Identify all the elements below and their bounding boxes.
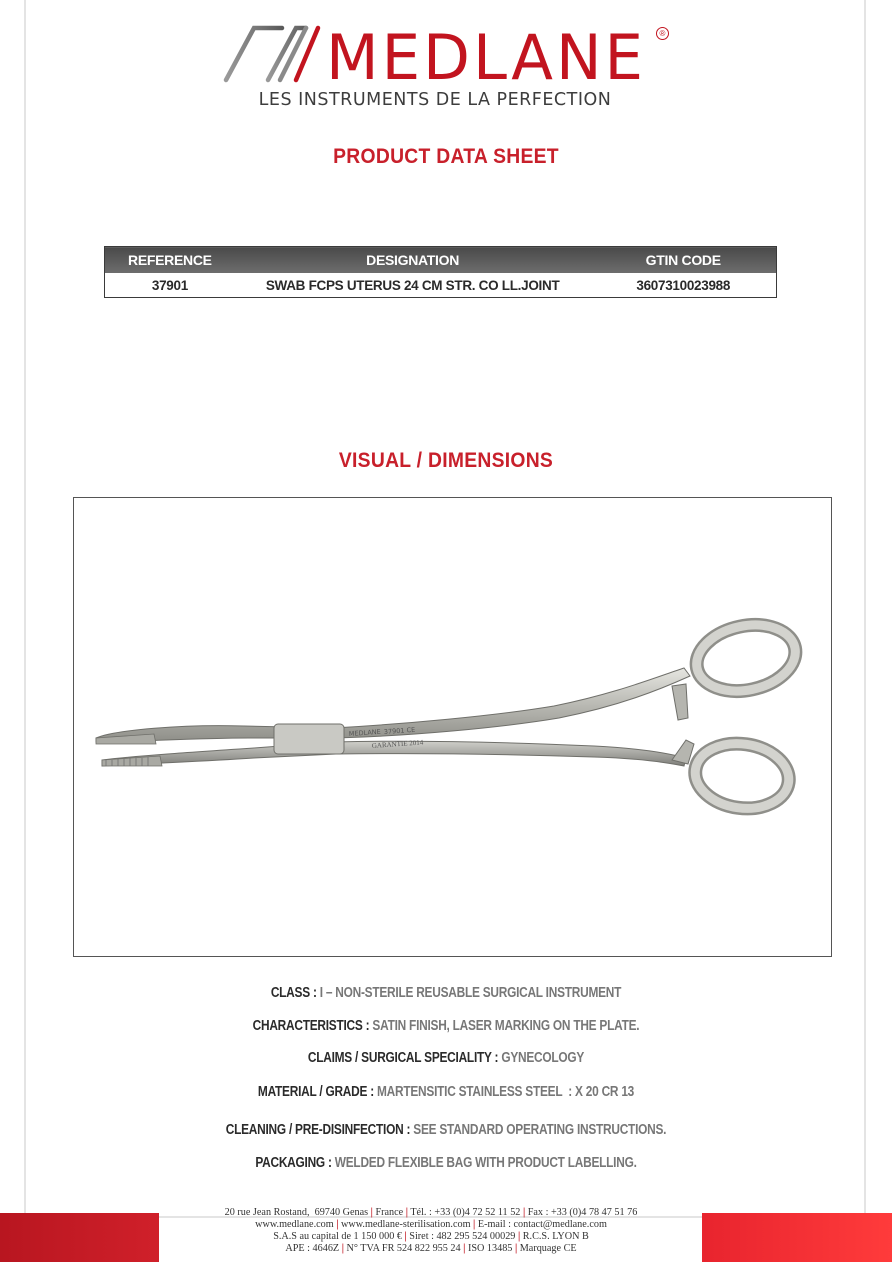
spec-class: CLASS : I – NON-STERILE REUSABLE SURGICAL INSTRUMENT	[270, 985, 622, 1001]
footer-contact	[180, 1207, 682, 1255]
forceps-image	[74, 498, 830, 955]
visual-title: VISUAL / DIMENSIONS	[338, 449, 554, 472]
header-designation: DESIGNATION	[235, 247, 591, 274]
header-reference: REFERENCE	[105, 247, 235, 274]
brand-tagline: LES INSTRUMENTS DE LA PERFECTION	[258, 90, 612, 110]
table-header-row	[105, 247, 777, 274]
email-link[interactable]: E-mail : contact@medlane.com	[477, 1219, 607, 1230]
footer-line-1: 20 rue Jean Rostand, 69740 Genas | France | Tél. : +33 (0)4 72 52 11 52 | Fax : +33 (0)4 78 47 51 76	[224, 1207, 638, 1218]
product-table	[104, 246, 777, 298]
medlane-logo	[222, 22, 652, 84]
table-row	[105, 273, 777, 298]
spec-claims: CLAIMS / SURGICAL SPECIALITY : GYNECOLOGY	[307, 1050, 585, 1066]
cell-reference: 37901	[151, 277, 188, 293]
sheet-title: PRODUCT DATA SHEET	[333, 145, 559, 168]
spec-cleaning: CLEANING / PRE-DISINFECTION : SEE STANDARD OPERATING INSTRUCTIONS.	[225, 1122, 667, 1138]
spec-material: MATERIAL / GRADE : MARTENSITIC STAINLESS STEEL : X 20 CR 13	[257, 1084, 635, 1100]
header-gtin: GTIN CODE	[590, 247, 776, 274]
footer-line-2: www.medlane.com | www.medlane-sterilisation.com | E-mail : contact@medlane.com	[255, 1219, 607, 1230]
engraving-guarantee: GARANTIE 2014	[371, 738, 424, 750]
footer-line-4: APE : 4646Z | N° TVA FR 524 822 955 24 | ISO 13485 | Marquage CE	[285, 1243, 577, 1254]
cell-designation: SWAB FCPS UTERUS 24 CM STR. CO LL.JOINT	[265, 277, 560, 293]
visual-box	[73, 497, 832, 957]
sterilisation-link[interactable]: www.medlane-sterilisation.com	[341, 1219, 471, 1230]
registered-mark-icon: ®	[656, 27, 669, 40]
website-link[interactable]: www.medlane.com	[255, 1219, 334, 1230]
engraving-brand: MEDLANE	[348, 727, 381, 738]
logo-text: MEDLANE	[326, 22, 646, 84]
spec-packaging: PACKAGING : WELDED FLEXIBLE BAG WITH PRODUCT LABELLING.	[255, 1155, 637, 1171]
engraving-code: 37901 CE	[383, 725, 416, 736]
footer-line-3: S.A.S au capital de 1 150 000 € | Siret : 482 295 524 00029 | R.C.S. LYON B	[273, 1231, 589, 1242]
footer-red-bar-left	[0, 1213, 159, 1262]
spec-characteristics: CHARACTERISTICS : SATIN FINISH, LASER MARKING ON THE PLATE.	[252, 1018, 640, 1034]
footer-red-bar-right	[702, 1213, 892, 1262]
cell-gtin: 3607310023988	[636, 277, 731, 293]
